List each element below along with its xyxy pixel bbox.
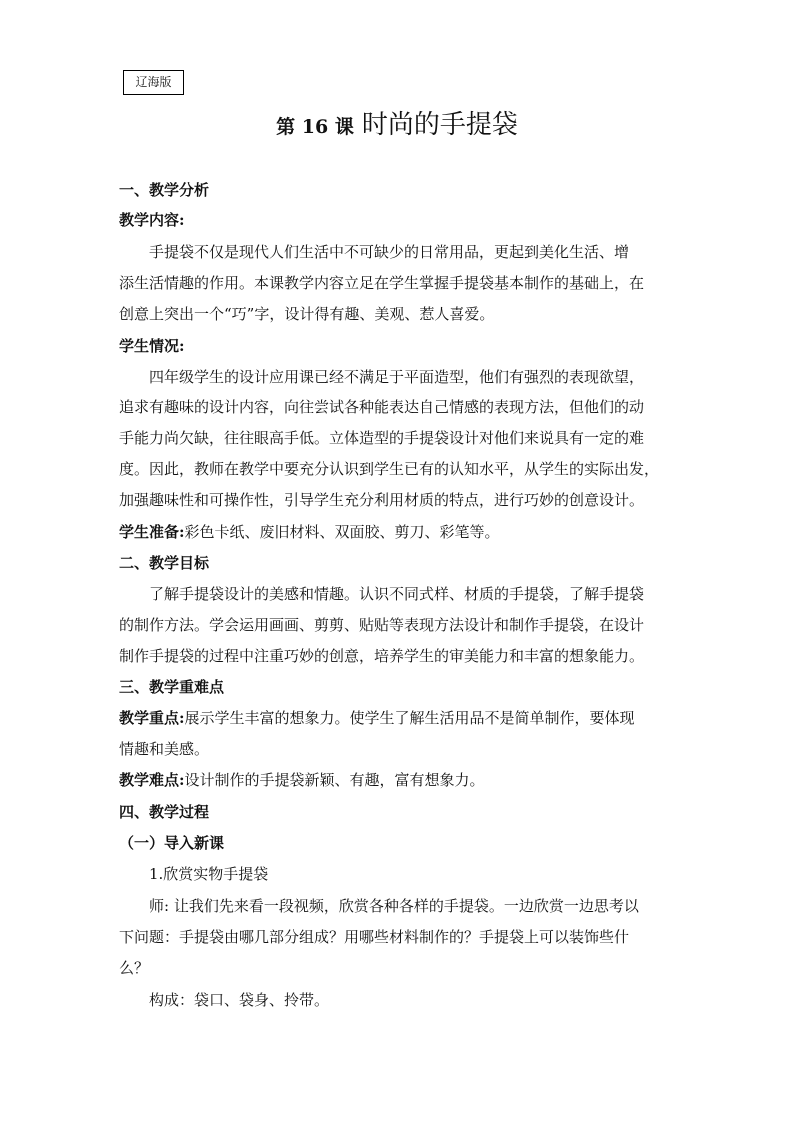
students-line-5: 加强趣味性和可操作性，引导学生充分利用材质的特点，进行巧妙的创意设计。 [119, 491, 645, 509]
diff-label: 教学难点: [119, 771, 185, 789]
structure-line: 构成：袋口、袋身、拎带。 [149, 991, 330, 1009]
section-heading-goals: 二、教学目标 [119, 554, 210, 572]
page-title [0, 104, 794, 141]
students-line-4: 度。因此，教师在教学中要充分认识到学生已有的认知水平，从学生的实际出发， [119, 460, 660, 478]
key-text: 展示学生丰富的想象力。使学生了解生活用品不是简单制作，要体现 [184, 709, 635, 727]
students-line-3: 手能力尚欠缺，往往眼高手低。立体造型的手提袋设计对他们来说具有一定的难 [119, 429, 645, 447]
prep-label: 学生准备: [119, 523, 185, 541]
prep-line [119, 522, 500, 542]
goal-line-3: 制作手提袋的过程中注重巧妙的创意，培养学生的审美能力和丰富的想象能力。 [119, 647, 645, 665]
key-line-1 [119, 708, 635, 728]
teacher-line-3: 么？ [119, 959, 150, 977]
students-label: 学生情况: [119, 337, 185, 355]
section-heading-analysis: 一、教学分析 [119, 181, 210, 199]
diff-line [119, 770, 485, 790]
item-1: 1.欣赏实物手提袋 [149, 865, 269, 883]
key-line-2: 情趣和美感。 [119, 740, 210, 758]
section-heading-process: 四、教学过程 [119, 803, 210, 821]
students-line-1: 四年级学生的设计应用课已经不满足于平面造型，他们有强烈的表现欲望， [149, 368, 645, 386]
content-line-3: 创意上突出一个“巧”字，设计得有趣、美观、惹人喜爱。 [119, 305, 495, 323]
section-heading-keypoints: 三、教学重难点 [119, 678, 225, 696]
teacher-line-2: 下问题：手提袋由哪几部分组成？用哪些材料制作的？手提袋上可以装饰些什 [119, 928, 630, 946]
goal-line-1: 了解手提袋设计的美感和情趣。认识不同式样、材质的手提袋，了解手提袋 [149, 585, 645, 603]
goal-line-2: 的制作方法。学会运用画画、剪剪、贴贴等表现方法设计和制作手提袋，在设计 [119, 616, 645, 634]
content-line-1: 手提袋不仅是现代人们生活中不可缺少的日常用品，更起到美化生活、增 [149, 243, 630, 261]
students-line-2: 追求有趣味的设计内容，向往尝试各种能表达自己情感的表现方法，但他们的动 [119, 398, 645, 416]
content-line-2: 添生活情趣的作用。本课教学内容立足在学生掌握手提袋基本制作的基础上，在 [119, 274, 645, 292]
teacher-line-1: 师: 让我们先来看一段视频，欣赏各种各样的手提袋。一边欣赏一边思考以 [149, 897, 639, 915]
subsection-heading-intro: （一）导入新课 [119, 834, 225, 852]
edition-label: 辽海版 [123, 70, 184, 95]
lesson-name: 时尚的手提袋 [361, 110, 518, 140]
prep-text: 彩色卡纸、废旧材料、双面胶、剪刀、彩笔等。 [184, 523, 500, 541]
lesson-number: 第 16 课 [276, 116, 354, 138]
diff-text: 设计制作的手提袋新颖、有趣，富有想象力。 [184, 771, 485, 789]
content-label: 教学内容: [119, 211, 185, 229]
key-label: 教学重点: [119, 709, 185, 727]
